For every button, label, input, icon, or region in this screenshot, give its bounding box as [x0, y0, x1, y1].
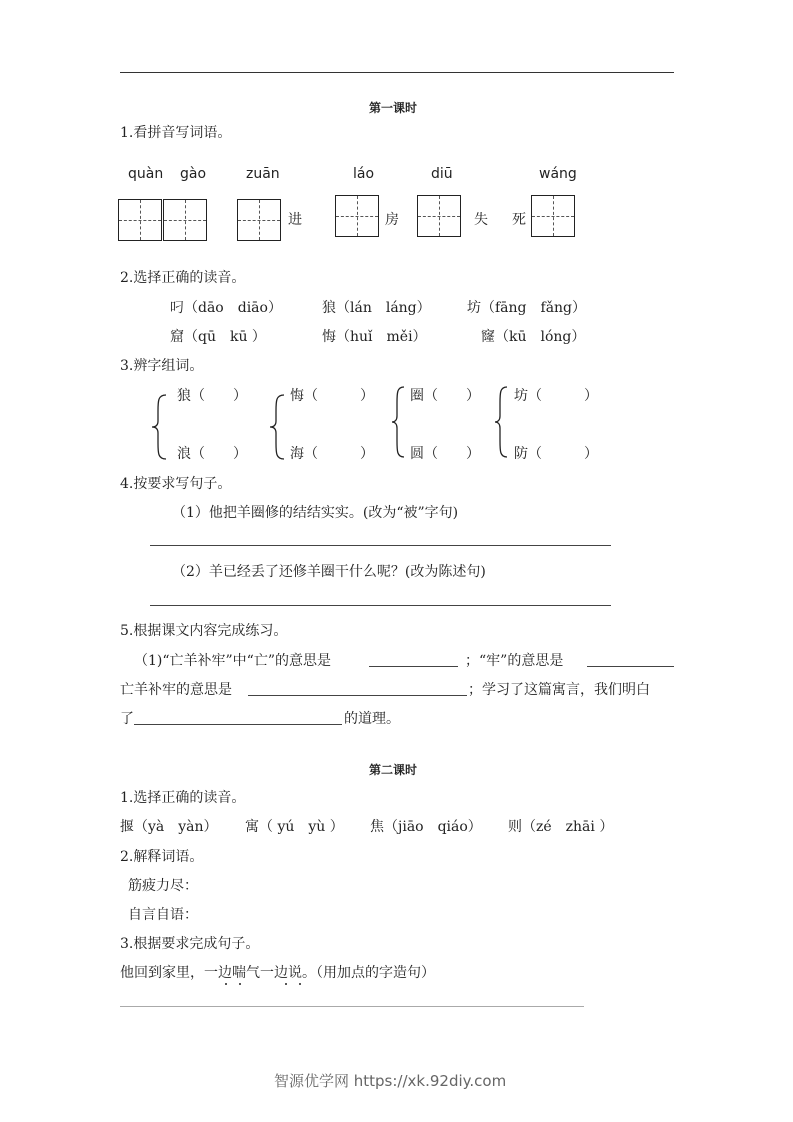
emphasis-dot — [225, 983, 227, 985]
l2-q1-label: 1.选择正确的读音。 — [120, 790, 246, 806]
sentence-2: （2）羊已经丢了还修羊圈干什么呢？(改为陈述句) — [172, 564, 486, 580]
q5-line2-a: 亡羊补牢的意思是 — [120, 682, 232, 698]
term-1: 筋疲力尽： — [128, 878, 198, 894]
answer-line[interactable] — [150, 605, 611, 606]
char-si: 死 — [512, 212, 526, 228]
writing-box[interactable] — [417, 195, 461, 237]
emphasis-dot — [299, 983, 301, 985]
top-rule — [120, 72, 674, 73]
reading-option: 窿（kū lóng） — [481, 329, 586, 345]
footer-watermark: 智源优学网 https://xk.92diy.com — [274, 1072, 507, 1090]
l1-q4-label: 4.按要求写句子。 — [120, 476, 232, 492]
q5-line3-b: 的道理。 — [344, 711, 400, 727]
emphasis-dot — [285, 983, 287, 985]
answer-line[interactable] — [120, 1006, 584, 1007]
reading-option: 狼（lán láng） — [322, 300, 431, 316]
sentence-prompt: 他回到家里，一边喘气一边说。（用加点的字造句） — [120, 965, 435, 981]
q5-line1-a: （1)“亡羊补牢”中“亡”的意思是 — [134, 653, 331, 669]
l1-q1-label: 1.看拼音写词语。 — [120, 125, 232, 141]
term-2: 自言自语： — [128, 907, 198, 923]
writing-box[interactable] — [237, 199, 281, 241]
reading-option: 焦（jiāo qiáo） — [370, 819, 482, 835]
brace-icon — [150, 393, 168, 461]
pinyin-quan: quàn — [128, 166, 164, 182]
writing-box[interactable] — [118, 199, 162, 241]
q5-line1-b: ；“牢”的意思是 — [465, 653, 564, 669]
pinyin-diu: diū — [431, 166, 453, 182]
char-shi: 失 — [474, 212, 488, 228]
brace-icon — [268, 393, 286, 461]
l2-q3-label: 3.根据要求完成句子。 — [120, 936, 260, 952]
pinyin-lao: láo — [353, 166, 375, 182]
group-word-bottom: 海（ ） — [290, 446, 374, 462]
char-fang: 房 — [385, 212, 399, 228]
group-word-top: 坊（ ） — [514, 388, 598, 404]
group-word-bottom: 浪（ ） — [177, 446, 247, 462]
reading-option: 叼（dāo diāo） — [170, 300, 282, 316]
l1-q5-label: 5.根据课文内容完成练习。 — [120, 623, 288, 639]
l1-q3-label: 3.辨字组词。 — [120, 358, 204, 374]
sentence-1: （1）他把羊圈修的结结实实。(改为“被”字句) — [172, 505, 459, 521]
reading-option: 窟（qū kū ） — [170, 329, 266, 345]
writing-box[interactable] — [531, 195, 575, 237]
l1-q2-label: 2.选择正确的读音。 — [120, 270, 246, 286]
q5-line2-b: ；学习了这篇寓言，我们明白 — [468, 682, 650, 698]
lesson1-title: 第一课时 — [369, 101, 418, 115]
q5-line3-a: 了 — [120, 711, 134, 727]
reading-option: 则（zé zhāi ） — [508, 819, 614, 835]
group-word-top: 悔（ ） — [290, 388, 374, 404]
answer-line[interactable] — [150, 545, 611, 546]
brace-icon — [390, 385, 406, 459]
answer-blank[interactable] — [369, 666, 458, 667]
reading-option: 揠（yà yàn） — [120, 819, 218, 835]
char-jin: 进 — [288, 212, 302, 228]
pinyin-gao: gào — [180, 166, 207, 182]
group-word-bottom: 防（ ） — [514, 446, 598, 462]
answer-blank[interactable] — [134, 724, 342, 725]
answer-blank[interactable] — [248, 695, 467, 696]
pinyin-wang: wáng — [539, 166, 577, 182]
l2-q2-label: 2.解释词语。 — [120, 849, 204, 865]
emphasis-dot — [239, 983, 241, 985]
lesson2-title: 第二课时 — [369, 763, 418, 777]
reading-option: 坊（fāng fǎng） — [467, 300, 587, 316]
answer-blank[interactable] — [587, 666, 674, 667]
group-word-bottom: 圆（ ） — [410, 446, 480, 462]
brace-icon — [493, 385, 509, 459]
group-word-top: 狼（ ） — [177, 388, 247, 404]
reading-option: 寓（ yú yù ） — [245, 819, 344, 835]
group-word-top: 圈（ ） — [410, 388, 480, 404]
reading-option: 悔（huǐ měi） — [322, 329, 427, 345]
writing-box[interactable] — [163, 199, 207, 241]
writing-box[interactable] — [335, 195, 379, 237]
pinyin-zuan: zuān — [246, 166, 280, 182]
